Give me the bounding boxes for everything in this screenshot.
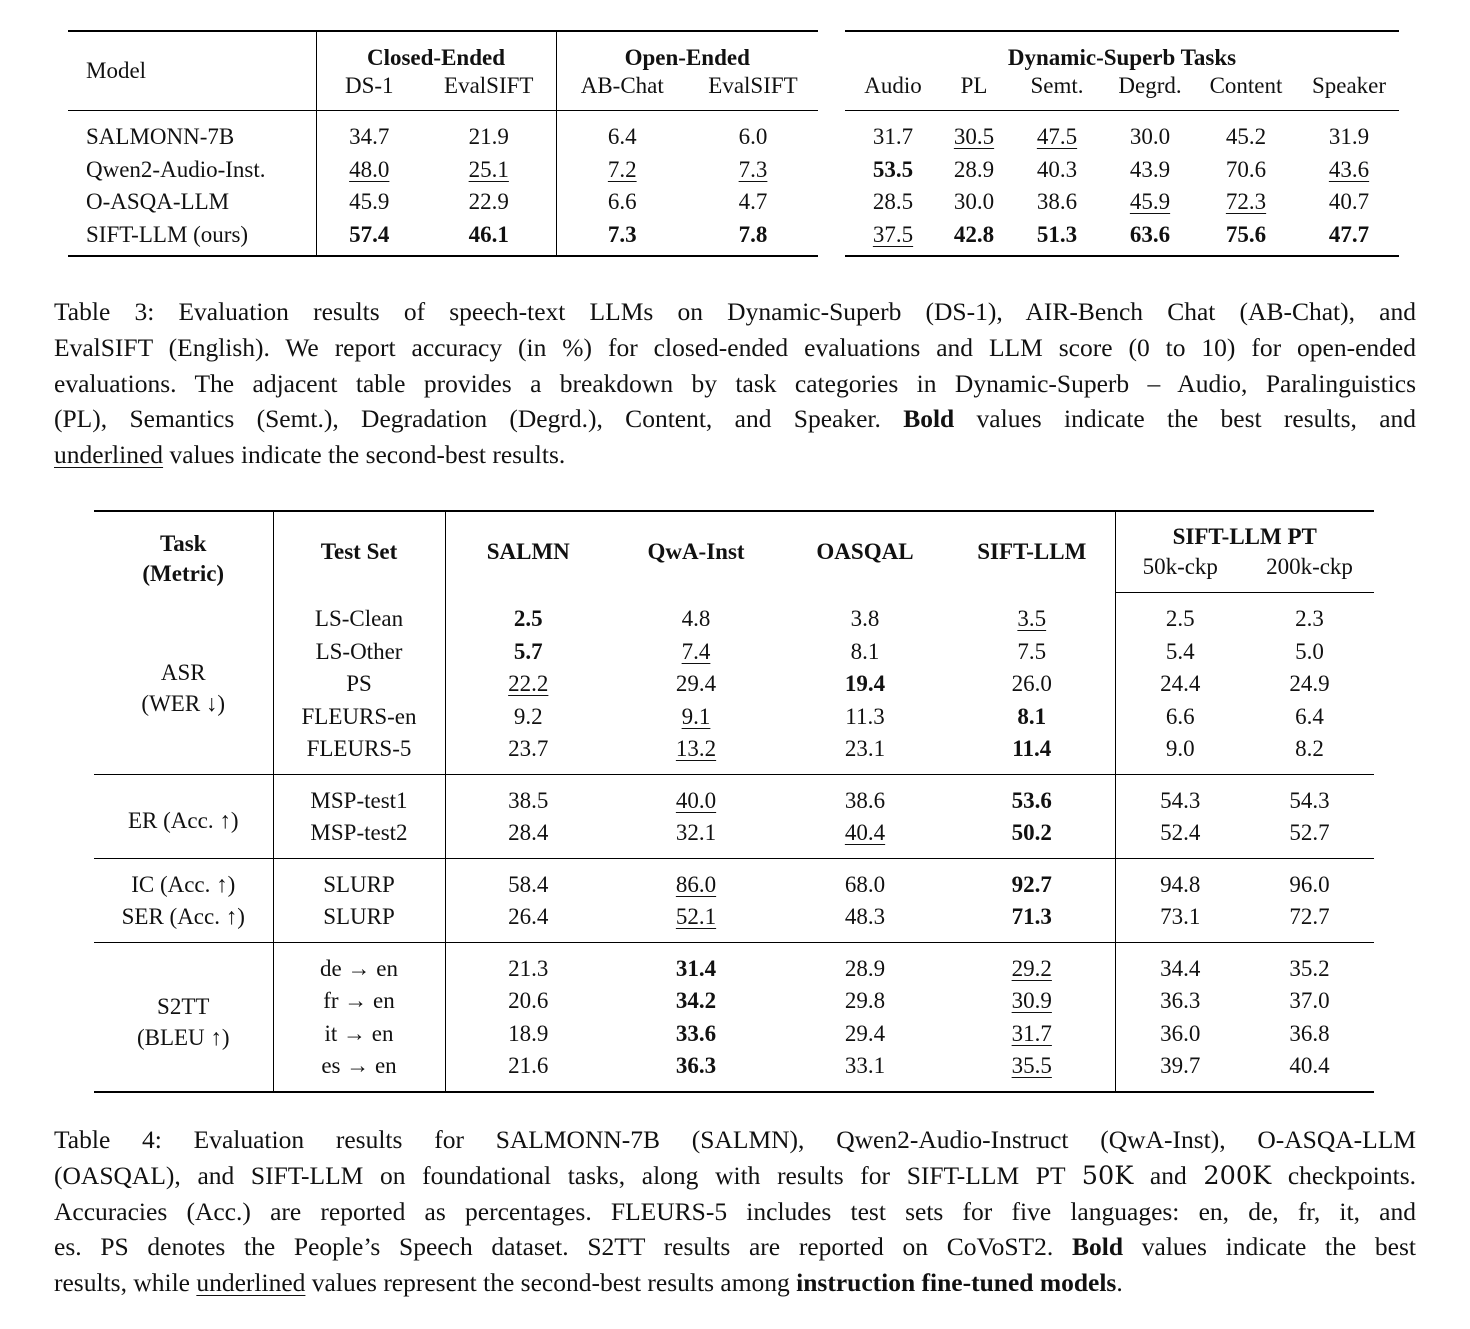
cell: 19.4: [844, 671, 886, 696]
cell: 40.0: [675, 787, 717, 813]
cell: 6.6: [1115, 701, 1245, 734]
cell: 34.4: [1115, 942, 1245, 985]
cell: 5.7: [445, 636, 611, 669]
caption-line: [54, 1265, 1416, 1301]
model-header: Model: [68, 31, 316, 111]
caption-text: and: [1149, 1160, 1187, 1190]
metric-label: (Metric): [142, 561, 225, 587]
table-row: [68, 186, 818, 219]
col-evalsift-closed: EvalSIFT: [422, 72, 556, 111]
col-degrd: Degrd.: [1107, 72, 1193, 111]
cell: 72.3: [1225, 189, 1267, 214]
cell: 13.2: [675, 736, 717, 761]
cell: 71.3: [1011, 904, 1052, 929]
cell: 53.5: [872, 156, 914, 182]
caption-text: values indicate the second-best results.: [169, 440, 566, 470]
ckp50-header: 50k-ckp: [1115, 552, 1245, 593]
cell: 4.8: [681, 605, 711, 631]
cell: 72.7: [1289, 904, 1330, 929]
cell: 43.9: [1129, 156, 1171, 182]
caption-line: Table 4: Evaluation results for SALMONN-7B (SALMN), Qwen2-Audio-Instruct (QwA-Inst), O-ASQA-LLM: [54, 1125, 1416, 1154]
col-audio: Audio: [845, 72, 941, 111]
cell: 24.4: [1115, 668, 1245, 701]
closed-ended-header: Closed-Ended: [316, 31, 556, 72]
cell: 4.7: [738, 189, 768, 214]
caption-text: (OASQAL), and SIFT-LLM on foundational tasks, along with results for SIFT-LLM PT: [54, 1160, 1066, 1190]
cell: 6.4: [556, 111, 688, 154]
table-row: [68, 219, 818, 257]
cell: 3.5: [1017, 605, 1047, 631]
test-set: fr → en: [273, 985, 445, 1018]
table-row: [845, 219, 1399, 257]
cell: 5.0: [1295, 638, 1324, 664]
cell: 40.4: [1289, 1053, 1330, 1078]
cell: 42.8: [953, 221, 995, 247]
cell: 40.4: [844, 820, 886, 845]
sift-llm-pt-header: SIFT-LLM PT: [1115, 511, 1374, 552]
col-evalsift-open: EvalSIFT: [688, 72, 818, 111]
caption-text: results, while: [54, 1268, 190, 1298]
test-set: PS: [273, 668, 445, 701]
cell: 29.4: [675, 671, 717, 696]
cell: 40.7: [1328, 189, 1370, 214]
cell: 22.2: [508, 671, 549, 696]
table-row: [94, 1018, 1374, 1051]
cell: 21.3: [445, 942, 611, 985]
task-name: ASR: [160, 660, 206, 685]
cell: 29.2: [1011, 955, 1052, 981]
cell: 58.4: [445, 858, 611, 901]
table3-breakdown: [845, 30, 1399, 257]
col-speaker: Speaker: [1299, 72, 1399, 111]
oasqal-header: OASQAL: [816, 539, 914, 564]
caption-underlined: underlined: [54, 440, 164, 470]
cell: 38.6: [781, 774, 949, 817]
test-set: MSP-test2: [273, 817, 445, 858]
cell: 96.0: [1245, 858, 1374, 901]
cell: 3.8: [850, 605, 880, 631]
cell: 75.6: [1225, 221, 1267, 247]
cell: 11.4: [1012, 736, 1052, 761]
cell: 48.3: [844, 904, 886, 929]
cell: 7.8: [738, 221, 768, 247]
model-name: O-ASQA-LLM: [86, 189, 230, 214]
cell: 7.3: [738, 156, 768, 182]
cell: 30.9: [1011, 988, 1052, 1013]
cell: 8.2: [1295, 736, 1324, 761]
cell: 47.5: [1036, 124, 1078, 149]
test-set: MSP-test1: [273, 774, 445, 817]
cell: 51.3: [1036, 221, 1078, 247]
cell: 8.1: [850, 638, 880, 664]
cell: 30.0: [1129, 124, 1171, 149]
cell: 47.7: [1328, 221, 1370, 247]
cell: 6.4: [1295, 703, 1324, 729]
cell: 46.1: [468, 221, 509, 247]
table-row: [94, 858, 1374, 901]
caption-text: values indicate the best: [1141, 1232, 1417, 1262]
test-set: it → en: [273, 1018, 445, 1051]
cell: 7.3: [556, 219, 688, 257]
task-label: Task: [160, 531, 207, 557]
cell: 31.7: [872, 124, 914, 149]
cell: 7.5: [1017, 638, 1047, 664]
caption-bold: Bold: [1071, 1232, 1124, 1262]
cell: 36.3: [675, 1053, 717, 1078]
caption-text: values represent the second-best results among: [311, 1268, 790, 1298]
test-set: LS-Other: [273, 636, 445, 669]
caption-text: .: [1116, 1268, 1123, 1298]
cell: 28.5: [872, 189, 914, 214]
cell: 24.9: [1289, 671, 1330, 696]
cell: 86.0: [675, 871, 717, 897]
test-set-header: Test Set: [273, 511, 445, 593]
cell: 31.4: [611, 942, 781, 985]
caption-bold: instruction fine-tuned models: [796, 1268, 1117, 1298]
cell: 30.5: [953, 124, 995, 149]
test-set: es → en: [273, 1050, 445, 1092]
task-name: S2TT: [157, 993, 210, 1019]
table-row: [94, 733, 1374, 774]
model-name: SALMONN-7B: [86, 124, 235, 149]
ckp200-header: 200k-ckp: [1245, 552, 1374, 593]
table-row: [845, 111, 1399, 154]
test-set: de → en: [273, 942, 445, 985]
cell: 36.3: [1115, 985, 1245, 1018]
cell: 28.9: [781, 942, 949, 985]
table-row: [68, 154, 818, 187]
cell: 2.5: [1115, 593, 1245, 636]
table-row: [94, 1050, 1374, 1092]
cell: 36.8: [1289, 1020, 1330, 1046]
col-semt: Semt.: [1007, 72, 1107, 111]
cell: 43.6: [1328, 156, 1370, 182]
cell: 52.4: [1115, 817, 1245, 858]
test-set: FLEURS-en: [273, 701, 445, 734]
task-metric: (WER ↓): [141, 691, 226, 716]
cell: 34.2: [675, 988, 717, 1013]
table-row: [94, 942, 1374, 985]
table-row: [68, 111, 818, 154]
cell: 73.1: [1115, 901, 1245, 942]
task-ic: IC (Acc. ↑): [94, 858, 273, 901]
table-row: [94, 985, 1374, 1018]
caption-text: checkpoints.: [1287, 1160, 1417, 1190]
cell: 38.6: [1036, 189, 1078, 214]
cell: 7.4: [681, 638, 711, 664]
cell: 31.9: [1328, 124, 1370, 149]
cell: 32.1: [675, 820, 717, 845]
cell: 2.5: [445, 593, 611, 636]
cell: 35.2: [1245, 942, 1374, 985]
table-row: [94, 668, 1374, 701]
cell: 26.0: [1011, 671, 1052, 696]
cell: 20.6: [445, 985, 611, 1018]
table-row: [845, 186, 1399, 219]
cell: 33.1: [844, 1053, 886, 1078]
cell: 26.4: [445, 901, 611, 942]
cell: 36.0: [1115, 1018, 1245, 1051]
dynamic-superb-tasks-header: Dynamic-Superb Tasks: [1007, 45, 1237, 70]
caption-line: [54, 401, 1416, 437]
cell: 7.2: [607, 156, 637, 182]
cell: 29.8: [844, 988, 886, 1013]
caption-text: es. PS denotes the People’s Speech dataset. S2TT results are reported on CoVoST2.: [54, 1232, 1054, 1262]
cell: 31.7: [1011, 1020, 1052, 1046]
task-metric: (BLEU ↑): [136, 1024, 230, 1050]
caption-line: [54, 1229, 1416, 1265]
cell: 22.9: [468, 189, 509, 214]
cell: 45.9: [316, 186, 422, 219]
qwa-inst-header: QwA-Inst: [647, 539, 745, 564]
table-row: [94, 774, 1374, 817]
table-row: [94, 901, 1374, 942]
caption-underlined: underlined: [196, 1268, 306, 1298]
cell: 37.5: [872, 221, 914, 247]
caption-line: Accuracies (Acc.) are reported as percentages. FLEURS-5 includes test sets for five languages: en, de, fr, it, and: [54, 1196, 1416, 1226]
cell: 48.0: [349, 156, 390, 182]
cell: 33.6: [675, 1020, 717, 1046]
cell: 70.6: [1225, 156, 1267, 182]
open-ended-header: Open-Ended: [556, 31, 818, 72]
cell: 28.9: [953, 156, 995, 182]
cell: 40.3: [1036, 156, 1078, 182]
caption-math: 200K: [1203, 1160, 1272, 1191]
cell: 6.0: [738, 124, 768, 149]
test-set: FLEURS-5: [273, 733, 445, 774]
model-name: SIFT-LLM (ours): [86, 221, 249, 247]
cell: 39.7: [1115, 1050, 1245, 1092]
cell: 9.0: [1115, 733, 1245, 774]
salmn-header: SALMN: [445, 511, 611, 593]
cell: 54.3: [1115, 774, 1245, 817]
cell: 92.7: [949, 858, 1115, 901]
cell: 50.2: [1011, 820, 1052, 845]
sift-llm-header: SIFT-LLM: [977, 539, 1087, 564]
caption-math: 50K: [1081, 1160, 1134, 1191]
cell: 29.4: [844, 1020, 886, 1046]
cell: 9.2: [445, 701, 611, 734]
col-content: Content: [1193, 72, 1299, 111]
caption-line: [54, 437, 1416, 473]
cell: 9.1: [681, 703, 711, 729]
cell: 38.5: [445, 774, 611, 817]
test-set: SLURP: [273, 858, 445, 901]
caption-line: EvalSIFT (English). We report accuracy (in %) for closed-ended evaluations and LLM score (0 to 10) for open-ended: [54, 332, 1416, 362]
table4-caption: [54, 1122, 1416, 1301]
cell: 30.0: [953, 189, 995, 214]
table4: [94, 510, 1374, 1093]
cell: 57.4: [316, 219, 422, 257]
cell: 28.4: [445, 817, 611, 858]
cell: 5.4: [1115, 636, 1245, 669]
cell: 52.7: [1289, 820, 1330, 845]
cell: 94.8: [1115, 858, 1245, 901]
cell: 63.6: [1129, 221, 1171, 247]
task-er: ER (Acc. ↑): [94, 774, 273, 858]
cell: 11.3: [845, 703, 885, 729]
cell: 8.1: [1017, 703, 1047, 729]
cell: 18.9: [445, 1018, 611, 1051]
col-abchat: AB-Chat: [556, 72, 688, 111]
cell: 6.6: [556, 186, 688, 219]
cell: 45.2: [1225, 124, 1267, 149]
caption-line: [54, 1158, 1416, 1194]
caption-text: (PL), Semantics (Semt.), Degradation (Degrd.), Content, and Speaker.: [54, 404, 881, 434]
cell: 2.3: [1295, 606, 1324, 631]
model-name: Qwen2-Audio-Inst.: [86, 156, 266, 182]
table-row: [94, 593, 1374, 636]
table-row: [94, 636, 1374, 669]
caption-text: values indicate the best results, and: [976, 404, 1417, 434]
cell: 37.0: [1289, 988, 1330, 1013]
cell: 34.7: [316, 111, 422, 154]
table-row: [845, 154, 1399, 187]
task-ser: SER (Acc. ↑): [121, 904, 245, 929]
cell: 52.1: [675, 904, 717, 929]
caption-line: evaluations. The adjacent table provides a breakdown by task categories in Dynamic-Superb – Audio, Paralinguistics: [54, 368, 1416, 398]
cell: 25.1: [468, 156, 509, 182]
table3-main: [68, 30, 818, 257]
cell: 21.6: [445, 1050, 611, 1092]
test-set: LS-Clean: [273, 593, 445, 636]
cell: 23.1: [844, 736, 886, 761]
task-s2tt: [94, 942, 273, 1092]
cell: 23.7: [445, 733, 611, 774]
caption-line: Table 3: Evaluation results of speech-text LLMs on Dynamic-Superb (DS-1), AIR-Bench Chat (AB-Chat), and: [54, 297, 1416, 326]
cell: 68.0: [781, 858, 949, 901]
task-header: [94, 511, 273, 593]
cell: 53.6: [949, 774, 1115, 817]
table-row: [94, 701, 1374, 734]
cell: 54.3: [1245, 774, 1374, 817]
col-pl: PL: [941, 72, 1007, 111]
caption-bold: Bold: [903, 404, 955, 434]
task-asr: [94, 593, 273, 775]
test-set: SLURP: [273, 901, 445, 942]
table-row: [94, 817, 1374, 858]
table3-caption: [54, 294, 1416, 473]
cell: 21.9: [468, 124, 509, 149]
cell: 35.5: [1011, 1053, 1052, 1078]
cell: 45.9: [1129, 189, 1171, 214]
col-ds1: DS-1: [316, 72, 422, 111]
